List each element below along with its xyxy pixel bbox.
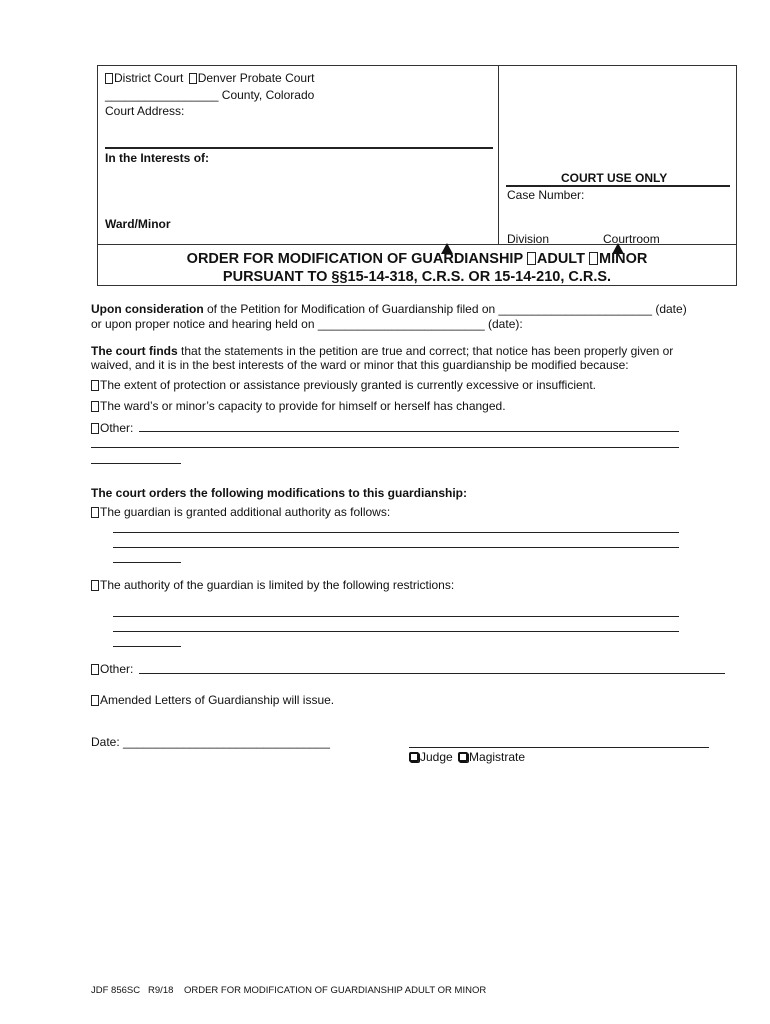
judge-label: Judge [420,750,453,764]
order-option-1-line-1[interactable] [113,532,679,533]
finding-other-checkbox[interactable] [91,423,99,434]
amended-letters [91,693,334,707]
consideration-bold: Upon consideration [91,302,204,316]
finding-option-1-label: The extent of protection or assistance previously granted is currently excessive or insufficient. [100,378,597,392]
order-other-label: Other: [100,662,134,676]
finding-option-2 [91,399,506,413]
district-court-checkbox[interactable] [105,73,113,84]
adult-checkbox[interactable] [527,252,536,265]
findings-line2: waived, and it is in the best interests of the ward or minor that this guardianship be modified because: [91,358,629,372]
finding-other-line-1[interactable] [139,431,679,432]
finding-option-1 [91,378,596,392]
judge-checkbox[interactable] [409,752,419,762]
finding-option-2-label: The ward’s or minor’s capacity to provide for himself or herself has changed. [100,399,506,413]
finding-other [91,421,133,435]
footer [91,985,486,996]
county-line: _________________ County, Colorado [105,88,315,102]
order-option-2 [91,578,454,592]
order-option-1-checkbox[interactable] [91,507,99,518]
order-other-checkbox[interactable] [91,664,99,675]
caret-marker-icon [612,243,624,254]
amended-letters-label: Amended Letters of Guardianship will issue. [100,693,335,707]
findings-text1: that the statements in the petition are true and correct; that notice has been properly given or [177,344,674,358]
magistrate-label: Magistrate [469,750,526,764]
judge-magistrate [409,750,525,764]
order-option-2-line-1[interactable] [113,616,679,617]
court-address-label: Court Address: [105,104,185,118]
order-option-1 [91,505,390,519]
footer-form-id: JDF 856SC [91,985,141,996]
order-option-2-line-2[interactable] [113,631,679,632]
footer-revision: R9/18 [148,985,174,996]
date-field[interactable]: Date: _______________________________ [91,735,330,749]
consideration-line2: or upon proper notice and hearing held on _________________________ (date): [91,317,523,331]
ward-label: Ward/Minor [105,217,171,231]
caret-marker-icon [441,243,453,254]
case-number-label: Case Number: [507,188,585,202]
order-other-line[interactable] [139,673,725,674]
courtroom-label: Courtroom [603,232,660,246]
order-option-2-label: The authority of the guardian is limited by the following restrictions: [100,578,455,592]
division-label: Division [507,232,550,246]
findings-line1 [91,344,673,358]
order-other [91,662,133,676]
consideration-text1: of the Petition for Modification of Guardianship filed on _______________________ (date) [203,302,687,316]
finding-option-1-checkbox[interactable] [91,380,99,391]
finding-other-line-2[interactable] [91,447,679,448]
adult-label: ADULT [536,251,585,267]
consideration-line1 [91,302,687,316]
denver-probate-label: Denver Probate Court [197,71,315,85]
district-court-label: District Court [114,71,184,85]
title-main: ORDER FOR MODIFICATION OF GUARDIANSHIP [186,251,523,267]
form-title-line1 [97,251,737,267]
order-option-2-checkbox[interactable] [91,580,99,591]
order-option-1-label: The guardian is granted additional authority as follows: [100,505,391,519]
denver-probate-checkbox[interactable] [189,73,197,84]
order-option-1-line-2[interactable] [113,547,679,548]
order-option-2-line-3[interactable] [113,646,181,647]
court-use-only: COURT USE ONLY [561,171,668,185]
finding-other-line-3[interactable] [91,463,181,464]
minor-label: MINOR [598,251,648,267]
amended-letters-checkbox[interactable] [91,695,99,706]
court-selection [105,71,314,85]
address-rule [105,147,493,149]
signature-line[interactable] [409,747,709,748]
finding-other-label: Other: [100,421,134,435]
court-use-rule [506,185,730,187]
minor-checkbox[interactable] [589,252,598,265]
interests-label: In the Interests of: [105,151,210,165]
order-option-1-line-3[interactable] [113,562,181,563]
caption-divider [498,65,499,245]
orders-heading: The court orders the following modifications to this guardianship: [91,486,468,500]
finding-option-2-checkbox[interactable] [91,401,99,412]
magistrate-checkbox[interactable] [458,752,468,762]
footer-form-title: ORDER FOR MODIFICATION OF GUARDIANSHIP ADULT OR MINOR [183,985,487,996]
form-title-line2: PURSUANT TO §§15-14-318, C.R.S. OR 15-14-210, C.R.S. [222,269,612,285]
findings-bold: The court finds [91,344,178,358]
